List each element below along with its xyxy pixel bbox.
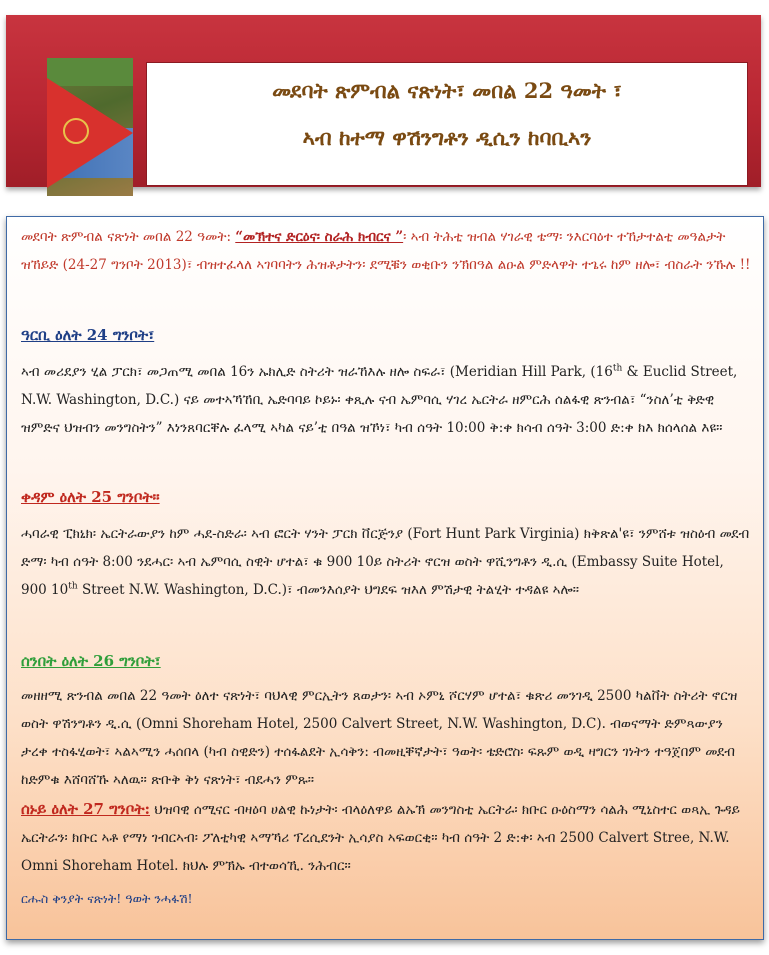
intro-paragraph: [21, 223, 751, 279]
intro-part1: መደባት ጽምብል ናጽነት መበል 22 ዓመት:: [21, 229, 236, 245]
day-heading-friday: ዓርቢ ዕለት 24 ግንቦት፣: [21, 326, 155, 344]
closing-greeting: ርሑስ ቅንያት ናጽነት! ዓወት ንሓፋሽ!: [21, 891, 193, 906]
day-heading-sunday: ሰንበት ዕለት 26 ግንቦት፣: [21, 652, 161, 670]
saturday-text-b: Street N.W. Washington, D.C.)፣ ብመንእሰያት ህግደፍ ዝእለ ምሽታዊ ትልሂት ተዳልዩ ኣሎ።: [77, 582, 580, 598]
title-line-1: መደባት ጽምብል ናጽነት፣ መበል 22 ዓመት ፣: [272, 78, 622, 103]
day-heading-saturday: ቀዳም ዕለት 25 ግንቦት።: [21, 488, 160, 506]
title-line-2: ኣብ ከተማ ዋሽንግቶን ዲሲን ከባቢኣን: [302, 125, 592, 150]
intro-part2: ፡ ኣብ ትሕቲ ዝብል ሃገራዊ ቴማ፡ ንእርባዕተ ተኸታተልቲ መዓልታት ዝኸይድ (24-27 ግንቦት 2013)፣ ብዝተፈላለ ኣገባባትን ሕዝቶታትን፡ ደሚቑን ወቂቡን ንኽበዓል ልዑል ምድላዋት ተጌሩ ከም ዘሎ፣ ብስራት ንኹሉ !!: [21, 229, 751, 273]
day-text-saturday: [21, 520, 751, 604]
saturday-sup: th: [68, 581, 78, 592]
title-box: [146, 62, 748, 186]
header-banner: [6, 15, 761, 187]
day-text-monday: ህዝባዊ ሰሚናር ብዛዕባ ሀልዊ ኩነታት፡ ብላዕለዋይ ልኡኽ መንግስቲ ኤርትራ፡ ክቡር ዑዕስማን ሳልሕ ሚኒስተር ወጻኢ ጉዳይ ኤርትራን፡ ክቡር ኣቶ የማነ ገብርኣብ፡ ፖለቲካዊ ኣማኻሪ ፕረሲደንት ኢሳያስ ኣፍወርቂ። ካብ ሰዓት 2 ድ:ቀ፡ ኣብ 2500 Calvert Stree, N.W. Omni Shoreham Hotel. ክህሉ ምኽኡ ብተወሳኺ. ንሕብር።: [21, 802, 740, 874]
content-panel: [6, 216, 764, 940]
day-block-monday: [21, 795, 751, 880]
eritrean-flag-photo: [47, 58, 133, 196]
saturday-text-a: ሓባራዊ ፒክኒክ፡ ኤርትራውያን ከም ሓደ-ስድራ፡ ኣብ ፎርት ሃንት ፓርክ ቨርጅንያ (Fort Hunt Park Virginia) ክቅጽል'ዩ፣ ንምሸቱ ዝስዕብ መደብ ድማ፡ ካብ ሰዓት 8:00 ንደሓር፡ ኣብ ኤምባሲ ስዊት ሆተል፣ ቁ 900 10ይ ስትሪት ኖርዝ ወስት ዋሺንግቶን ዲ.ሲ (Embassy Suite Hotel, 900 10: [21, 526, 750, 598]
day-text-friday: [21, 358, 751, 442]
theme-slogan: “መኽተና ድርዕና፡ ስራሕ ክብርና ”: [235, 229, 404, 245]
day-text-sunday: መዘዘሚ ጽንብል መበል 22 ዓመት ዕለተ ናጽነት፣ ባህላዊ ምርኢትን ጸወታን፡ ኣብ ኦምኒ ሾርሃም ሆተል፣ ቁጽሪ መንገዲ 2500 ካልቨት ስትሪት ኖርዝ ወስት ዋሽንግቶን ዲ.ሲ (Omni Shoreham Hotel, 2500 Calvert Street, N.W. Washington, D.C). ብወናማት ድምጻውያን ታረቀ ተስፋሂወት፣ ኣልኣሚን ሓሰበላ (ካብ ስዊድን) ተሰፋልደት ኢሳቅን: ብመዚቐኛታት፣ ዓወት፡ ቴድሮስ፡ ፍጹም ወዲ ዛግርን ገነትን ተዓጀበም መደብ ከድምቁ እሸባሸኹ ኣለዉ። ጽቡቅ ቅነ ናጽነት፣ ብደሓን ምጹ።: [21, 688, 738, 788]
day-heading-monday: ሰኑይ ዕለት 27 ግንቦት:: [21, 800, 150, 818]
friday-sup: th: [612, 363, 623, 374]
friday-text-b: & Euclid Street, N.W. Washington, D.C.) ናይ መተኣኻኸቢ ኤድባባይ ኮይኑ፡ ቀጺሉ ናብ ኤምባሲ ሃገረ ኤርትራ ዘምርሕ ሰልፋዊ ጽንብል፣ “ንስለ’ቲ ቅድዊ ዝምድና ህዝብን መንግስትን” እነንጸባርቐሉ ፈላሚ ኣካል ናይ’ቲ በዓል ዝኾነ፣ ካብ ሰዓት 10:00 ቅ:ቀ ክሳብ ሰዓት 3:00 ድ:ቀ ክእ ክሰላሰል እዩ።: [21, 364, 738, 436]
friday-text-a: ኣብ መሪደያን ሂል ፓርክ፣ መጋጠሚ መበል 16ን ኡክሊድ ስትሪት ዝራኸእሉ ዘሎ ስፍራ፣ (Meridian Hill Park, (16: [21, 364, 613, 380]
